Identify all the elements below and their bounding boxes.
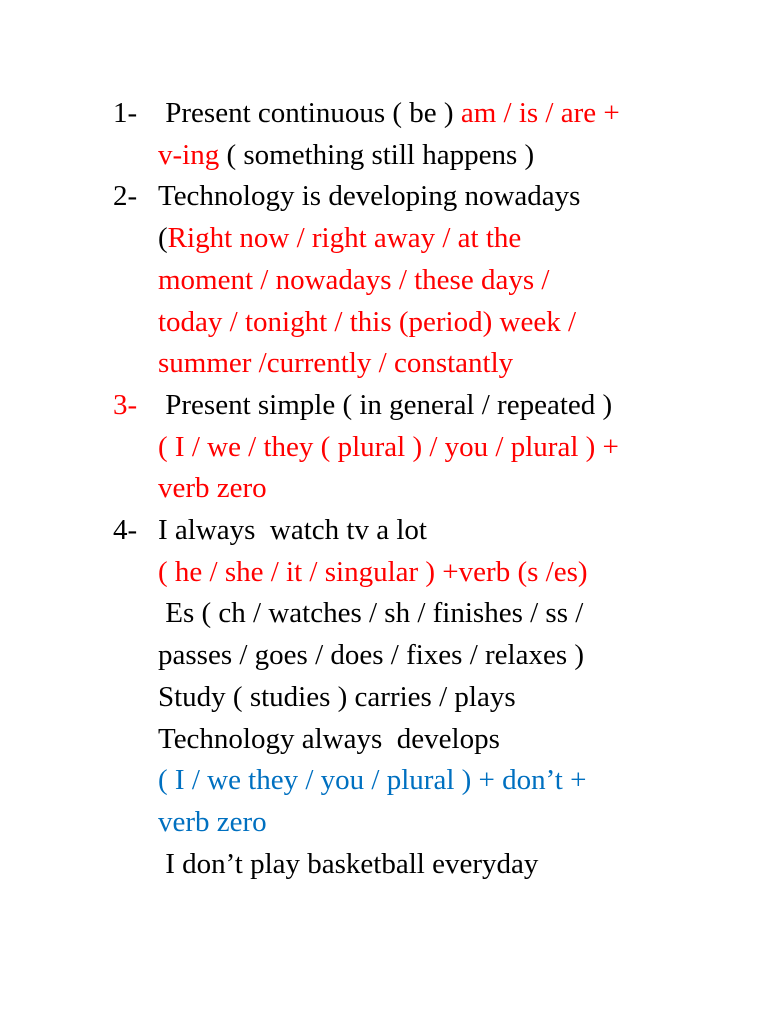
text-segment: ( I / we they / you / plural ) + don’t +: [158, 764, 587, 797]
item-line: [158, 474, 267, 503]
text-segment: moment / nowadays / these days /: [158, 263, 550, 296]
text-segment: Technology always develops: [158, 722, 500, 755]
text-segment: Technology is developing nowadays: [158, 180, 581, 213]
text-segment: today / tonight / this (period) week /: [158, 305, 577, 338]
item-line: [158, 305, 577, 338]
item-line: [158, 99, 620, 128]
text-segment: Right now / right away / at the: [167, 222, 522, 255]
item-line: [158, 138, 535, 171]
text-segment: Es ( ch / watches / sh / finishes / ss /: [158, 597, 584, 630]
text-segment: ( something still happens ): [219, 138, 535, 171]
text-segment: v-ing: [158, 138, 220, 171]
item-number: 1-: [113, 97, 138, 129]
text-segment: Present simple ( in general / repeated ): [158, 388, 613, 421]
item-number: 2-: [113, 180, 138, 213]
item-line: [158, 555, 588, 588]
item-line: [158, 430, 619, 463]
item-line: [158, 182, 580, 211]
item-line: [158, 388, 613, 421]
item-line: [158, 847, 539, 880]
item-line: [158, 599, 583, 628]
text-segment: verb zero: [158, 805, 267, 838]
item-line: [158, 224, 521, 253]
text-segment: summer /currently / constantly: [158, 347, 514, 380]
item-line: [158, 349, 513, 378]
item-line: [158, 805, 267, 838]
text-segment: I don’t play basketball everyday: [158, 847, 539, 880]
item-line: [158, 516, 427, 545]
item-line: [158, 641, 584, 670]
text-segment: Study ( studies ) carries / plays: [158, 680, 516, 713]
item-number: 4-: [113, 514, 138, 546]
text-segment: I always watch tv a lot: [158, 514, 427, 546]
text-segment: Present continuous ( be ): [158, 97, 461, 129]
text-segment: (: [158, 222, 168, 255]
item-number: 3-: [113, 388, 138, 421]
item-line: [158, 263, 550, 296]
text-segment: ( I / we / they ( plural ) / you / plural ) +: [158, 430, 619, 463]
item-line: [158, 722, 500, 755]
text-segment: ( he / she / it / singular ) +verb (s /es): [158, 555, 588, 588]
item-line: [158, 766, 586, 795]
item-line: [158, 680, 516, 713]
text-segment: verb zero: [158, 472, 267, 505]
text-segment: passes / goes / does / fixes / relaxes ): [158, 639, 585, 672]
text-segment: am / is / are +: [460, 97, 620, 129]
